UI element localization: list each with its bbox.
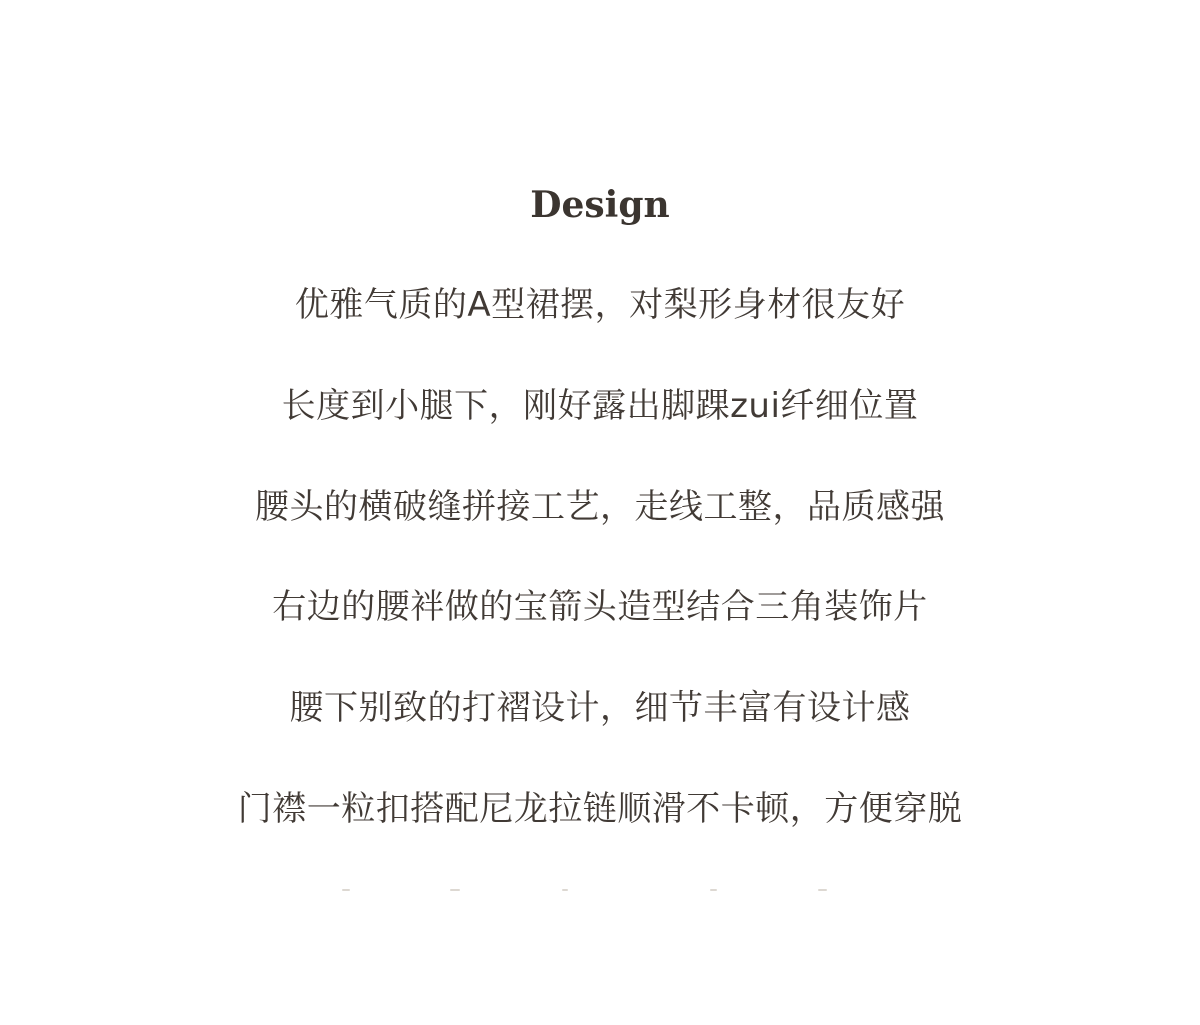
feature-line-text: 优雅气质的A型裙摆，对梨形身材很友好	[294, 285, 906, 325]
feature-line	[0, 582, 1200, 683]
faded-mark	[342, 889, 350, 891]
feature-line	[0, 784, 1200, 885]
feature-line-text: 腰下别致的打褶设计，细节丰富有设计感	[289, 688, 911, 729]
feature-line-text: 右边的腰袢做的宝箭头造型结合三角装饰片	[272, 587, 928, 628]
feature-line	[0, 280, 1200, 381]
section-title: Design	[530, 184, 670, 226]
feature-line	[0, 683, 1200, 784]
feature-line	[0, 482, 1200, 583]
faded-mark	[562, 889, 568, 891]
faded-mark	[818, 889, 827, 891]
faded-bottom-artifacts	[300, 886, 900, 894]
feature-line-text: 长度到小腿下，刚好露出脚踝zui纤细位置	[281, 385, 919, 426]
feature-line-text: 腰头的横破缝拼接工艺，走线工整，品质感强	[255, 486, 945, 527]
faded-mark	[450, 889, 460, 891]
feature-line	[0, 381, 1200, 482]
feature-line-text: 门襟一粒扣搭配尼龙拉链顺滑不卡顿，方便穿脱	[237, 788, 963, 829]
feature-list	[0, 280, 1200, 885]
faded-mark	[710, 889, 717, 891]
